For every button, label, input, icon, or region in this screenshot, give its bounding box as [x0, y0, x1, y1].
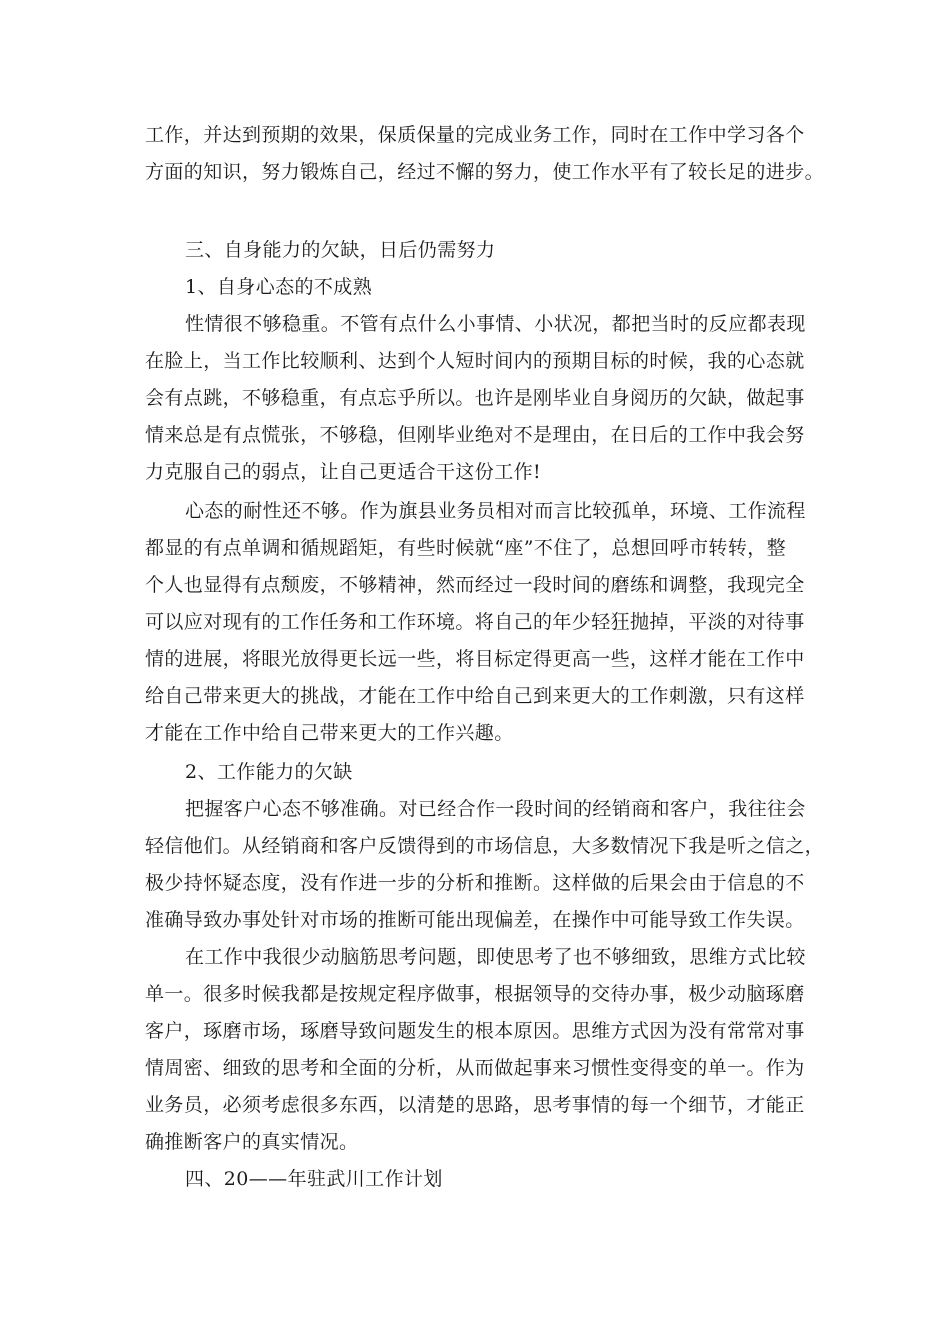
text-line: 会有点跳，不够稳重，有点忘乎所以。也许是刚毕业自身阅历的欠缺，做起事 — [145, 387, 805, 409]
paragraph-patience — [145, 493, 810, 752]
text-line: 心态的耐性还不够。作为旗县业务员相对而言比较孤单，环境、工作流程 — [185, 500, 806, 522]
text-line: 工作，并达到预期的效果，保质保量的完成业务工作，同时在工作中学习各个 — [145, 124, 805, 146]
text-line: 单一。很多时候我都是按规定程序做事，根据领导的交待办事，极少动脑琢磨 — [145, 983, 805, 1005]
text-line: 个人也显得有点颓废，不够精神，然而经过一段时间的磨练和调整，我现完全 — [145, 574, 805, 596]
heading-text: 2、工作能力的欠缺 — [185, 761, 353, 783]
subsection-1-heading — [145, 269, 810, 306]
paragraph-thinking — [145, 939, 810, 1161]
text-line: 把握客户心态不够准确。对已经合作一段时间的经销商和客户，我往往会 — [185, 798, 806, 820]
text-line: 轻信他们。从经销商和客户反馈得到的市场信息，大多数情况下我是听之信之， — [145, 835, 825, 857]
heading-text: 四、20——年驻武川工作计划 — [185, 1168, 443, 1190]
text-line: 给自己带来更大的挑战，才能在工作中给自己到来更大的工作刺激，只有这样 — [145, 685, 805, 707]
text-line: 情的进展，将眼光放得更长远一些，将目标定得更高一些，这样才能在工作中 — [145, 648, 805, 670]
text-line: 情来总是有点慌张，不够稳，但刚毕业绝对不是理由，在日后的工作中我会努 — [145, 424, 805, 446]
text-line: 极少持怀疑态度，没有作进一步的分析和推断。这样做的后果会由于信息的不 — [145, 872, 805, 894]
section-4-heading — [145, 1161, 810, 1198]
heading-text: 1、自身心态的不成熟 — [185, 276, 373, 298]
text-line: 在工作中我很少动脑筋思考问题，即使思考了也不够细致，思维方式比较 — [185, 946, 806, 968]
text-line: 确推断客户的真实情况。 — [145, 1131, 359, 1153]
paragraph-customer — [145, 791, 825, 939]
text-line: 都显的有点单调和循规蹈矩，有些时候就“座”不住了，总想回呼市转转，整 — [145, 537, 787, 559]
text-line: 业务员，必须考虑很多东西，以清楚的思路，思考事情的每一个细节，才能正 — [145, 1094, 805, 1116]
subsection-2-heading — [145, 754, 810, 791]
heading-text: 三、自身能力的欠缺，日后仍需努力 — [185, 239, 496, 261]
text-line: 力克服自己的弱点，让自己更适合干这份工作! — [145, 461, 542, 483]
text-line: 准确导致办事处针对市场的推断可能出现偏差，在操作中可能导致工作失误。 — [145, 909, 805, 931]
paragraph-temperament — [145, 306, 810, 491]
text-line: 在脸上，当工作比较顺利、达到个人短时间内的预期目标的时候，我的心态就 — [145, 350, 805, 372]
text-line: 才能在工作中给自己带来更大的工作兴趣。 — [145, 722, 514, 744]
text-line: 情周密、细致的思考和全面的分析，从而做起事来习惯性变得变的单一。作为 — [145, 1057, 805, 1079]
text-line: 可以应对现有的工作任务和工作环境。将自己的年少轻狂抛掉，平淡的对待事 — [145, 611, 805, 633]
text-line: 方面的知识，努力锻炼自己，经过不懈的努力，使工作水平有了较长足的进步。 — [145, 161, 825, 183]
text-line: 性情很不够稳重。不管有点什么小事情、小状况，都把当时的反应都表现 — [185, 313, 806, 335]
section-3-heading — [145, 232, 810, 269]
paragraph-intro-tail — [145, 117, 825, 191]
text-line: 客户，琢磨市场，琢磨导致问题发生的根本原因。思维方式因为没有常常对事 — [145, 1020, 805, 1042]
